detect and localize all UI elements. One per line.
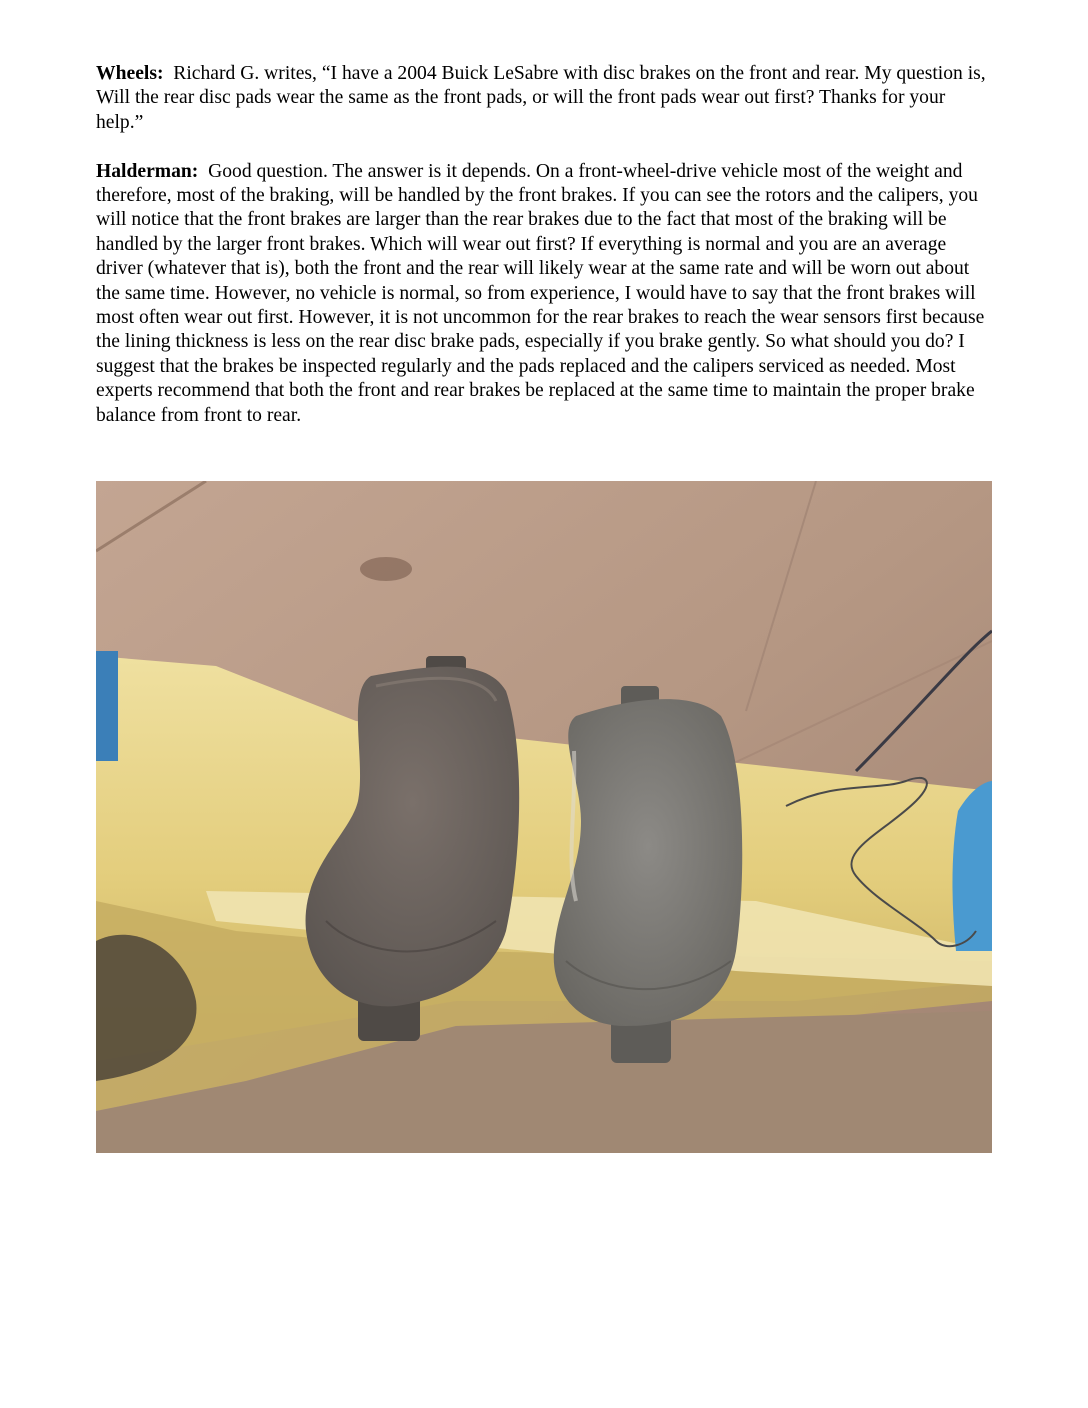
speaker-halderman: Halderman: (96, 160, 199, 182)
speaker-wheels: Wheels: (96, 63, 164, 84)
article (96, 62, 996, 452)
brake-pads-illustration (96, 481, 992, 1153)
blue-part-left (96, 651, 118, 761)
question-text: Richard G. writes, “I have a 2004 Buick LeSabre with disc brakes on the front and rear. My question is, Will the rear disc pads wear the same as the front pads, or will the front pads wear out first? Thanks for your help.” (96, 63, 986, 133)
answer-text: Good question. The answer is it depends. On a front-wheel-drive vehicle most of the weight and therefore, most of the braking, will be handled by the front brakes. If you can see the rotors and the calipers, you will notice that the front brakes are larger than the rear brakes due to the fact that most of the braking will be handled by the larger front brakes. Which will wear out first? If everything is normal and you are an average driver (whatever that is), both the front and the rear will likely wear at the same rate and will be worn out about the same time. However, no vehicle is normal, so from experience, I would have to say that the front brakes will most often wear out first. However, it is not uncommon for the rear brakes to reach the wear sensors first because the lining thickness is less on the rear disc brake pads, especially if you brake gently. So what should you do? I suggest that the brakes be inspected regularly and the pads replaced and the calipers serviced as needed. Most experts recommend that both the front and rear brakes be replaced at the same time to maintain the proper brake balance from front to rear. (96, 160, 985, 426)
brake-pads-photo (96, 481, 992, 1153)
question-paragraph (96, 62, 996, 135)
answer-paragraph (96, 160, 996, 428)
